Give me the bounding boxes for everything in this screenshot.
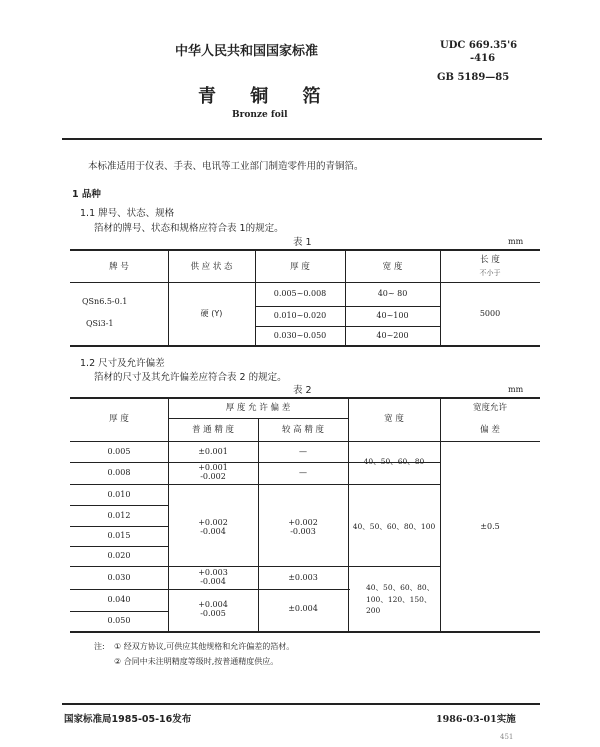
table2-normal-4a: +0.003 — [198, 568, 228, 577]
issued-date: 国家标准局1985-05-16发布 — [64, 714, 192, 725]
intro-text: 本标准适用于仪表、手表、电讯等工业部门制造零件用的青铜箔。 — [88, 161, 364, 172]
table1-grade-1: QSn6.5-0.1 — [82, 297, 128, 306]
table2-thickness-row: 0.050 — [107, 616, 131, 625]
table2-width-1: 40、50、60、80 — [363, 457, 425, 466]
udc-code: UDC 669.35'6 — [440, 40, 518, 51]
table1-caption: 表 1 — [293, 237, 312, 248]
table2-thickness-row: 0.012 — [107, 511, 131, 520]
page-title: 青 铜 箔 — [198, 86, 335, 107]
table2-normal-2b: -0.002 — [200, 472, 226, 481]
table2-thickness-row: 0.020 — [107, 551, 131, 560]
table2-thickness-row: 0.008 — [107, 468, 131, 477]
table2-thickness-row: 0.010 — [107, 490, 131, 499]
table1-header-thickness: 厚 度 — [290, 262, 310, 272]
section-1-2-heading: 1.2 尺寸及允许偏差 — [80, 358, 165, 369]
table2-high-1: — — [299, 447, 307, 456]
table2-normal-3b: -0.004 — [200, 527, 226, 536]
section-1-1-text: 箔材的牌号、状态和规格应符合表 1的规定。 — [94, 223, 284, 234]
effective-date: 1986-03-01实施 — [436, 714, 516, 725]
page-number: 451 — [500, 733, 514, 741]
table2-normal-3a: +0.002 — [198, 518, 228, 527]
table1-header-length-sub: 不小于 — [479, 269, 501, 277]
table1-header-width: 宽 度 — [382, 262, 403, 272]
header-rule — [62, 138, 542, 140]
table2-high-3a: +0.002 — [288, 518, 318, 527]
standard-org: 中华人民共和国国家标准 — [175, 44, 319, 59]
section-1-heading: 1 品种 — [72, 189, 101, 200]
table2-header-width: 宽 度 — [384, 414, 404, 424]
table1-state: 硬 (Y) — [200, 309, 223, 318]
table1-width-1: 40~ 80 — [377, 289, 408, 298]
table1-width-2: 40~100 — [376, 311, 409, 320]
table2-caption: 表 2 — [293, 385, 312, 396]
table2-normal-2a: +0.001 — [198, 463, 228, 472]
table2-header-width-tol2: 偏 差 — [480, 425, 500, 435]
gb-number: GB 5189—85 — [437, 72, 510, 83]
table2-high-5: ±0.004 — [288, 604, 318, 613]
note-2: ② 合同中未注明精度等级时,按普通精度供应。 — [114, 657, 279, 666]
table2-header-high: 较 高 精 度 — [281, 425, 325, 435]
table2-thickness-row: 0.040 — [107, 595, 131, 604]
table1-header-length: 长 度 — [480, 255, 500, 265]
table2-unit: mm — [508, 385, 524, 394]
table2-width-2: 40、50、60、80、100 — [352, 522, 436, 531]
table1-thickness-3: 0.030~0.050 — [273, 331, 327, 340]
udc-code-suffix: -416 — [470, 53, 496, 64]
table2-normal-5a: +0.004 — [198, 600, 228, 609]
table1-width-3: 40~200 — [376, 331, 409, 340]
table2-header-width-tol: 宽度允许 — [472, 403, 507, 413]
section-1-1-heading: 1.1 牌号、状态、规格 — [80, 208, 175, 219]
table2-normal-4b: -0.004 — [200, 577, 226, 586]
table2-thickness-row: 0.005 — [107, 447, 131, 456]
footer-rule — [62, 703, 540, 705]
section-1-2-text: 箔材的尺寸及其允许偏差应符合表 2 的规定。 — [94, 372, 287, 383]
table2-width-3c: 200 — [366, 606, 381, 615]
table1-header-state: 供 应 状 态 — [190, 262, 233, 272]
table2-thickness-row: 0.030 — [107, 573, 131, 582]
table2-high-3b: -0.003 — [290, 527, 316, 536]
table2-header-normal: 普 通 精 度 — [191, 425, 235, 435]
table2-width-tolerance: ±0.5 — [480, 522, 500, 531]
table1-thickness-2: 0.010~0.020 — [273, 311, 327, 320]
table1-header-grade: 牌 号 — [109, 262, 129, 272]
table2-width-3b: 100、120、150、 — [366, 595, 432, 604]
table1-thickness-1: 0.005~0.008 — [273, 289, 327, 298]
notes-label: 注: — [94, 642, 105, 651]
table2-header-thickness: 厚 度 — [109, 414, 129, 424]
table2-thickness-row: 0.015 — [107, 531, 131, 540]
table1-length: 5000 — [479, 309, 501, 318]
table2-normal-1: ±0.001 — [198, 447, 228, 456]
table1-grade-2: QSi3-1 — [86, 319, 114, 328]
table2-width-3a: 40、50、60、80、 — [366, 583, 435, 592]
table2-high-4: ±0.003 — [288, 573, 318, 582]
title-english: Bronze foil — [232, 110, 288, 120]
table2-header-tolerance: 厚 度 允 许 偏 差 — [225, 403, 291, 413]
table2-normal-5b: -0.005 — [200, 609, 226, 618]
table1-unit: mm — [508, 237, 524, 246]
table2-high-2: — — [299, 468, 307, 477]
note-1: ① 经双方协议,可供应其他规格和允许偏差的箔材。 — [114, 642, 295, 651]
